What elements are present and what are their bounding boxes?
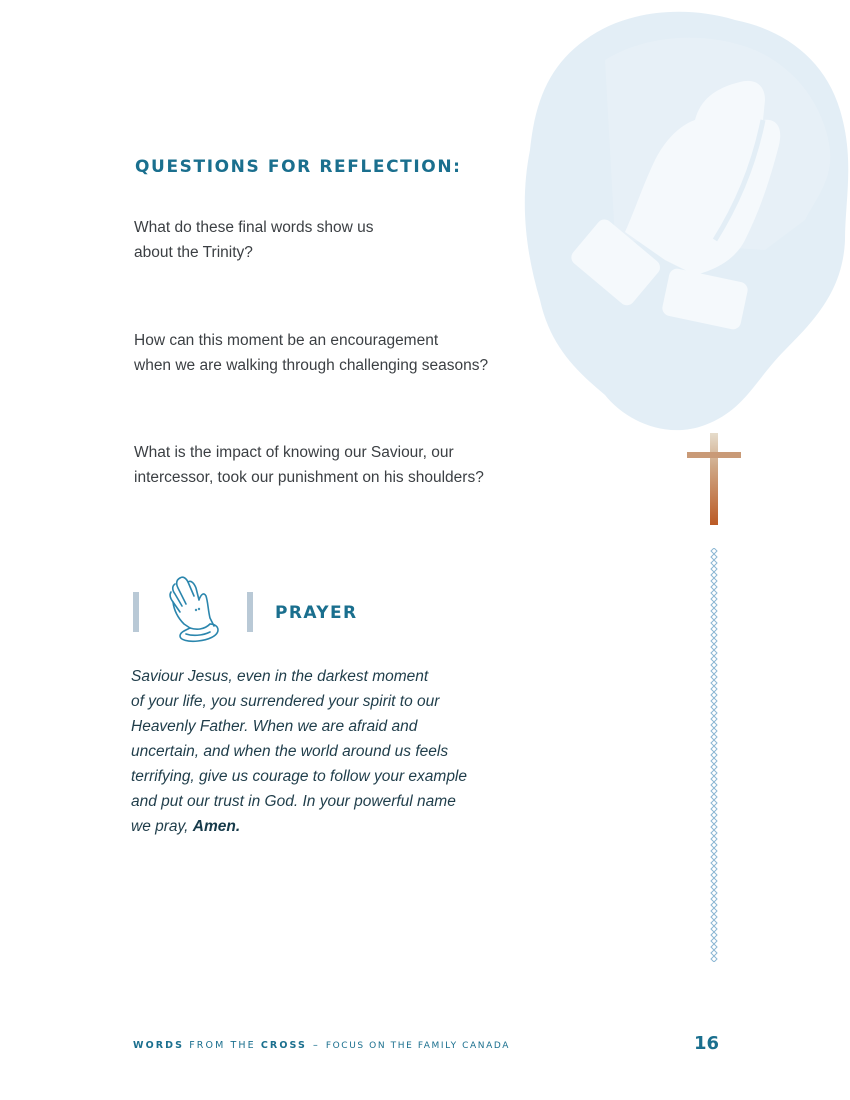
chain-divider-icon xyxy=(707,548,721,962)
prayer-text xyxy=(131,664,531,839)
footer-separator: – xyxy=(312,1040,320,1051)
question-line: when we are walking through challenging seasons? xyxy=(134,357,489,374)
prayer-amen: Amen. xyxy=(192,818,241,835)
praying-hands-watercolor-icon xyxy=(515,0,850,440)
question-line: How can this moment be an encouragement xyxy=(134,332,439,349)
prayer-line: Heavenly Father. When we are afraid and xyxy=(131,718,418,735)
footer-words: WORDS xyxy=(133,1040,185,1051)
prayer-bar-right xyxy=(247,592,253,632)
prayer-closing-prefix: we pray, xyxy=(131,818,193,835)
question-line: about the Trinity? xyxy=(134,244,253,261)
reflection-question xyxy=(134,215,554,265)
prayer-line: and put our trust in God. In your powerful name xyxy=(131,793,456,810)
page-footer xyxy=(133,1040,510,1051)
prayer-line: terrifying, give us courage to follow your example xyxy=(131,768,467,785)
cross-icon xyxy=(684,431,744,527)
footer-cross: CROSS xyxy=(260,1040,307,1051)
footer-org: FOCUS ON THE FAMILY CANADA xyxy=(325,1041,511,1051)
question-line: What is the impact of knowing our Saviour, our xyxy=(134,444,454,461)
reflection-question xyxy=(134,440,554,490)
prayer-title: PRAYER xyxy=(275,603,358,623)
question-line: intercessor, took our punishment on his shoulders? xyxy=(134,469,484,486)
praying-hands-icon xyxy=(166,574,224,644)
reflection-question xyxy=(134,328,554,378)
question-line: What do these final words show us xyxy=(134,219,374,236)
reflection-heading: QUESTIONS FOR REFLECTION: xyxy=(135,157,462,177)
footer-from-the: FROM THE xyxy=(184,1040,261,1051)
prayer-line: of your life, you surrendered your spirit to our xyxy=(131,693,440,710)
page-number: 16 xyxy=(694,1033,720,1054)
prayer-line: uncertain, and when the world around us feels xyxy=(131,743,449,760)
prayer-closing-line xyxy=(131,814,531,839)
prayer-bar-left xyxy=(133,592,139,632)
prayer-line: Saviour Jesus, even in the darkest moment xyxy=(131,668,429,685)
